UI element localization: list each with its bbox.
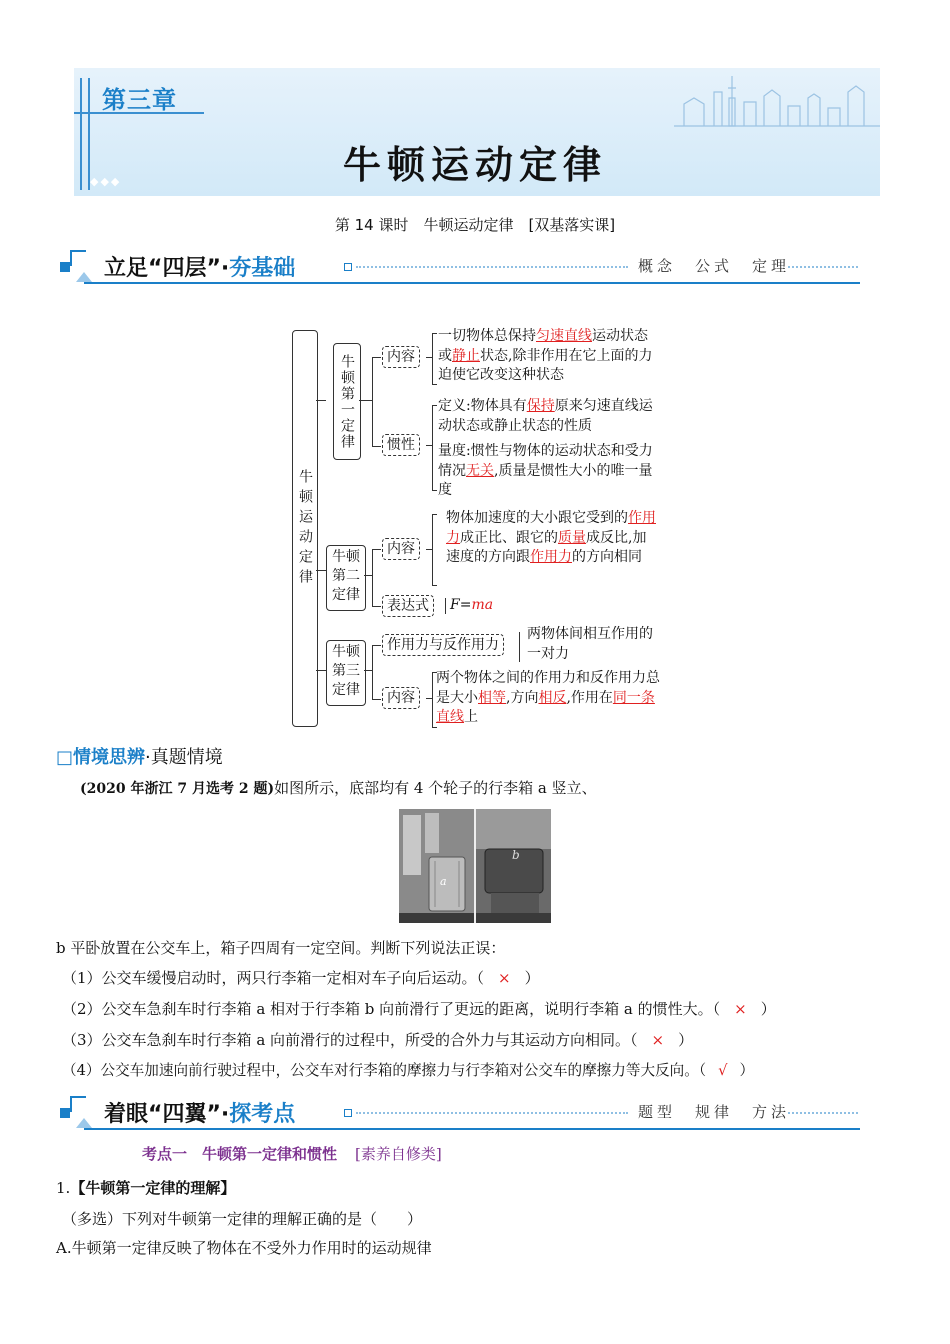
section-title: 着眼“四翼”·探考点 bbox=[104, 1102, 296, 1127]
law2-content-label: 内容 bbox=[382, 538, 420, 560]
section-dotted-rule bbox=[788, 1112, 858, 1114]
section-title: 立足“四层”·夯基础 bbox=[104, 256, 296, 281]
law1-content-label: 内容 bbox=[382, 346, 420, 368]
law2-node: 牛顿第二定律 bbox=[326, 545, 366, 611]
lesson-subtitle: 第 14 课时 牛顿运动定律 [双基落实课] bbox=[334, 216, 616, 234]
section-triangle-icon bbox=[76, 1118, 92, 1128]
law1-inertia-label: 惯性 bbox=[382, 434, 420, 456]
section-header-exam-points bbox=[60, 1096, 860, 1130]
law3-content-label: 内容 bbox=[382, 687, 420, 709]
law1-measure-text: 量度:惯性与物体的运动状态和受力情况无关,质量是惯性大小的唯一量度 bbox=[438, 443, 653, 498]
luggage-photo bbox=[399, 809, 551, 923]
law3-pair-label: 作用力与反作用力 bbox=[382, 634, 504, 656]
law3-content-text: 两个物体之间的作用力和反作用力总是大小相等,方向相反,作用在同一条直线上 bbox=[436, 670, 660, 725]
law3-pair-text: 两物体间相互作用的一对力 bbox=[527, 626, 653, 662]
judgement-item: （3）公交车急刹车时行李箱 a 向前滑行的过程中，所受的合外力与其运动方向相同。（ × ） bbox=[62, 1031, 694, 1049]
scenario-heading: □情境思辨·真题情境 bbox=[56, 747, 223, 768]
exam-point-heading: 考点一 牛顿第一定律和惯性 [素养自修类] bbox=[142, 1145, 442, 1163]
scenario-intro-continued: b 平卧放置在公交车上，箱子四周有一定空间。判断下列说法正误： bbox=[56, 939, 506, 957]
judgement-item: （2）公交车急刹车时行李箱 a 相对于行李箱 b 向前滑行了更远的距离，说明行李箱 a 的惯性大。（ × ） bbox=[62, 1000, 776, 1018]
question-option-a: A.牛顿第一定律反映了物体在不受外力作用时的运动规律 bbox=[56, 1239, 432, 1257]
section-underline bbox=[84, 1128, 860, 1130]
question-stem: （多选）下列对牛顿第一定律的理解正确的是（ ） bbox=[62, 1210, 423, 1228]
bus-luggage-image-icon bbox=[399, 809, 551, 923]
law1-content-text: 一切物体总保持匀速直线运动状态或静止状态,除非作用在它上面的力迫使它改变这种状态 bbox=[438, 328, 653, 383]
law1-definition-text: 定义:物体具有保持原来匀速直线运动状态或静止状态的性质 bbox=[438, 398, 653, 434]
photo-label-a: a bbox=[440, 875, 447, 888]
law2-expression-label: 表达式 bbox=[382, 595, 434, 617]
section-tags: 概念 公式 定理 bbox=[638, 257, 791, 275]
section-dot-icon bbox=[344, 1109, 352, 1117]
chapter-title: 牛顿运动定律 bbox=[342, 142, 607, 187]
section-dotted-rule bbox=[356, 1112, 628, 1114]
law3-node: 牛顿第三定律 bbox=[326, 640, 366, 706]
question-title: 1.【牛顿第一定律的理解】 bbox=[56, 1179, 236, 1197]
chapter-label: 第三章 bbox=[102, 86, 177, 114]
law1-node: 牛顿第一定律 bbox=[333, 343, 361, 460]
diamond-decoration-icon: ◆◆◆ bbox=[90, 175, 122, 188]
section-square-icon bbox=[60, 1108, 70, 1118]
judgement-item: （4）公交车加速向前行驶过程中，公交车对行李箱的摩擦力与行李箱对公交车的摩擦力等大反向。（ √ ） bbox=[62, 1062, 755, 1079]
section-corner-icon bbox=[70, 1096, 86, 1112]
law2-expression: F=ma bbox=[450, 597, 494, 613]
section-tags: 题型 规律 方法 bbox=[638, 1103, 791, 1121]
scenario-intro: (2020 年浙江 7 月选考 2 题)如图所示，底部均有 4 个轮子的行李箱 a 竖立、 bbox=[80, 779, 597, 797]
judgement-item: （1）公交车缓慢启动时，两只行李箱一定相对车子向后运动。（ × ） bbox=[62, 969, 540, 987]
root-node: 牛顿运动定律 bbox=[292, 330, 318, 727]
law2-content-text: 物体加速度的大小跟它受到的作用力成正比、跟它的质量成反比,加速度的方向跟作用力的方向相同 bbox=[446, 510, 656, 565]
photo-label-b: b bbox=[512, 848, 520, 862]
